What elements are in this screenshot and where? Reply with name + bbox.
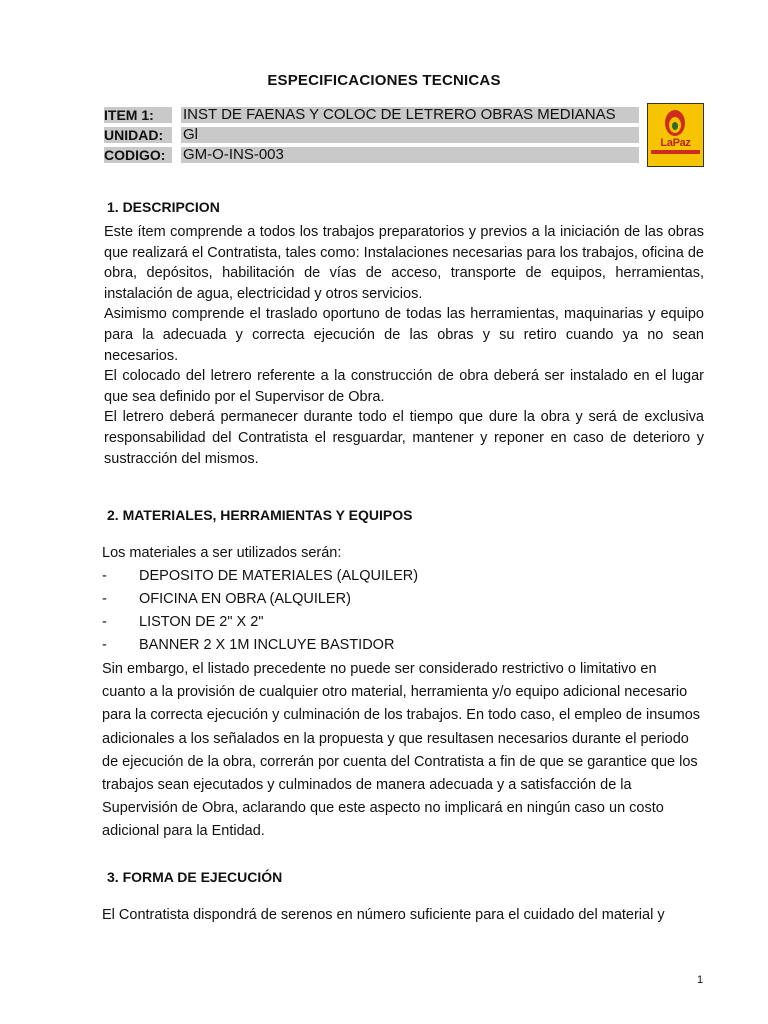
codigo-value: GM-O-INS-003	[181, 147, 639, 163]
logo-text: LaPaz	[660, 137, 691, 149]
list-item-text: LISTON DE 2" X 2"	[139, 614, 264, 630]
paragraph: Este ítem comprende a todos los trabajos preparatorios y previos a la iniciación de las obras que realizará el Contratista, tales como: Instalaciones necesarias para los trabajos, oficina de obra, depósitos, habilitación de vías de acceso, transporte de equipos, herramientas, instalación de agua, electricidad y otros servicios.	[104, 224, 704, 302]
page-title: ESPECIFICACIONES TECNICAS	[267, 72, 501, 89]
codigo-label: CODIGO:	[104, 147, 172, 163]
paragraph: Asimismo comprende el traslado oportuno de todas las herramientas, maquinarias y equipo para la adecuada y correcta ejecución de las obras y su retiro cuando ya no sean necesarios.	[104, 306, 704, 364]
flame-emblem-icon	[648, 106, 703, 140]
section-1-body	[104, 222, 704, 469]
logo-bar	[651, 150, 700, 154]
list-bullet: -	[102, 614, 107, 630]
list-item-text: BANNER 2 X 1M INCLUYE BASTIDOR	[139, 637, 395, 653]
header-row-item	[104, 107, 639, 123]
unidad-value: Gl	[181, 127, 639, 143]
unidad-label: UNIDAD:	[104, 127, 172, 143]
list-bullet: -	[102, 637, 107, 653]
section-3-title: 3. FORMA DE EJECUCIÓN	[107, 869, 283, 885]
list-item-text: OFICINA EN OBRA (ALQUILER)	[139, 591, 351, 607]
list-bullet: -	[102, 568, 107, 584]
item-label: ITEM 1:	[104, 107, 172, 123]
header-row-codigo	[104, 147, 639, 163]
section-2-intro: Los materiales a ser utilizados serán:	[102, 545, 342, 561]
item-value: INST DE FAENAS Y COLOC DE LETRERO OBRAS MEDIANAS	[181, 107, 639, 123]
section-2-body: Sin embargo, el listado precedente no puede ser considerado restrictivo o limitativo en cuanto a la provisión de cualquier otro material, herramienta y/o equipo adicional necesario para la correcta ejecución y culminación de los trabajos. En todo caso, el empleo de insumos adicionales a los señalados en la propuesta y que resultasen necesarios durante el periodo de ejecución de la obra, correrán por cuenta del Contratista a fin de que se garantice que los trabajos sean ejecutados y culminados de manera adecuada y a satisfacción de la Supervisión de Obra, aclarando que este aspecto no implicará en ningún caso un costo adicional para la Entidad.	[102, 661, 701, 840]
paragraph: El colocado del letrero referente a la construcción de obra deberá ser instalado en el lugar que sea definido por el Supervisor de Obra.	[104, 368, 704, 405]
page-number: 1	[697, 974, 704, 986]
section-3-body: El Contratista dispondrá de serenos en número suficiente para el cuidado del material y	[102, 907, 665, 923]
list-bullet: -	[102, 591, 107, 607]
paragraph: El letrero deberá permanecer durante todo el tiempo que dure la obra y será de exclusiva responsabilidad del Contratista el resguardar, mantener y reponer en caso de deterioro y sustracción del mismos.	[104, 409, 704, 467]
header-row-unidad	[104, 127, 639, 143]
lapaz-logo	[647, 103, 704, 167]
section-1-title: 1. DESCRIPCION	[107, 199, 220, 215]
list-item-text: DEPOSITO DE MATERIALES (ALQUILER)	[139, 568, 419, 584]
section-2-title: 2. MATERIALES, HERRAMIENTAS Y EQUIPOS	[107, 507, 413, 523]
